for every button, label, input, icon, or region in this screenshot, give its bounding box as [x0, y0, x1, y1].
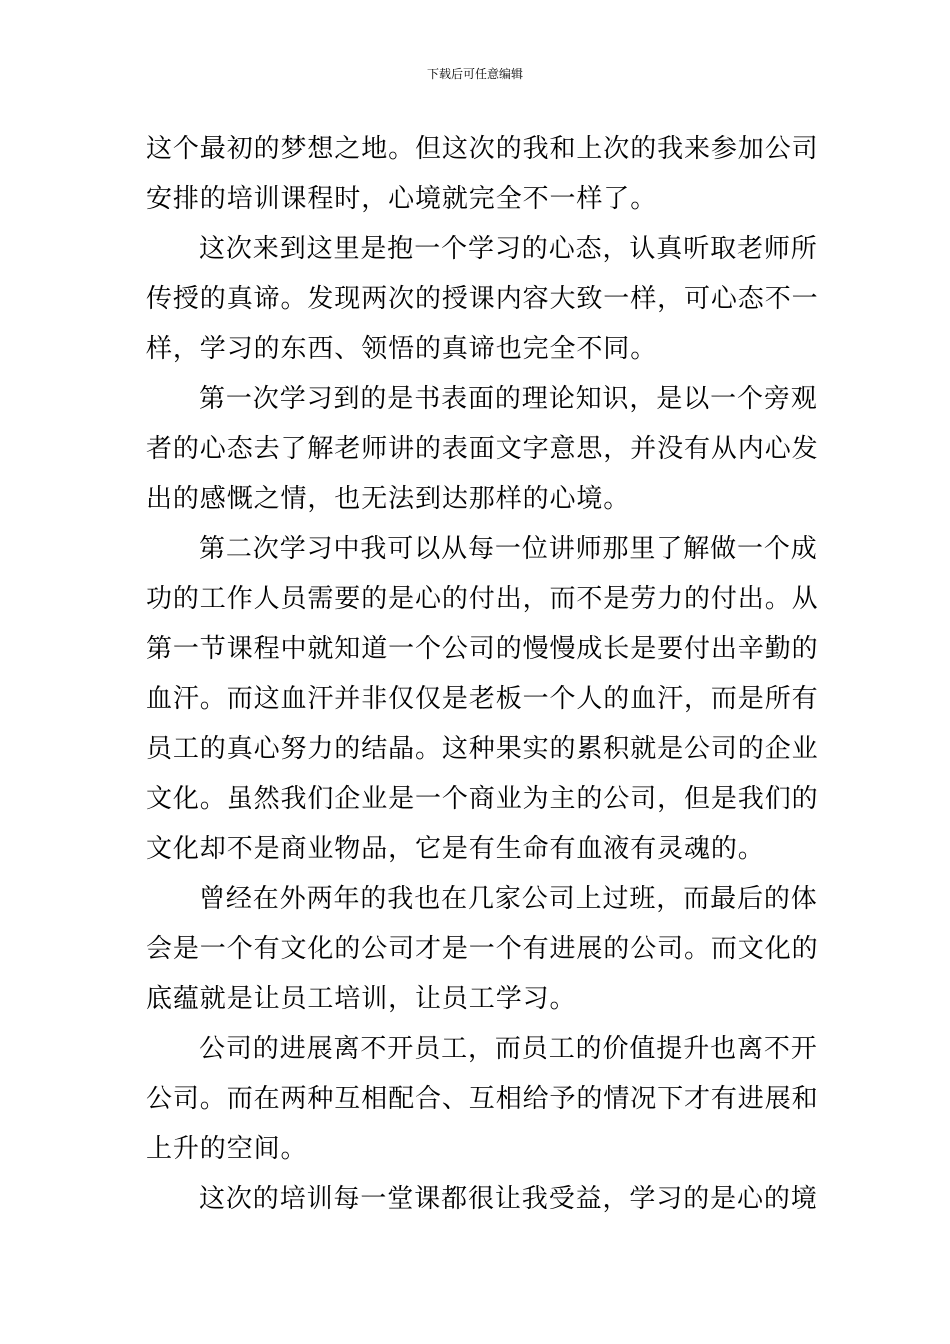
text-line-paragraph-start: 这次的培训每一堂课都很让我受益，学习的是心的境: [199, 1184, 818, 1214]
text-line: 员工的真心努力的结晶。这种果实的累积就是公司的企业: [146, 734, 819, 764]
text-line: 第一节课程中就知道一个公司的慢慢成长是要付出辛勤的: [146, 634, 819, 664]
document-body: [146, 124, 819, 1224]
text-line-paragraph-start: 第一次学习到的是书表面的理论知识，是以一个旁观: [199, 384, 818, 414]
text-line-paragraph-start: 第二次学习中我可以从每一位讲师那里了解做一个成: [199, 534, 818, 564]
text-line: 功的工作人员需要的是心的付出，而不是劳力的付出。从: [146, 584, 819, 614]
text-line: 上升的空间。: [146, 1134, 308, 1164]
text-line: 文化却不是商业物品，它是有生命有血液有灵魂的。: [146, 834, 765, 864]
text-line: 传授的真谛。发现两次的授课内容大致一样，可心态不一: [146, 284, 819, 314]
text-line: 会是一个有文化的公司才是一个有进展的公司。而文化的: [146, 934, 819, 964]
text-line: 样，学习的东西、领悟的真谛也完全不同。: [146, 334, 658, 364]
text-line-paragraph-start: 这次来到这里是抱一个学习的心态，认真听取老师所: [199, 234, 818, 264]
page-header-note: 下载后可任意编辑: [426, 67, 523, 81]
text-line-paragraph-start: 曾经在外两年的我也在几家公司上过班，而最后的体: [199, 884, 818, 914]
text-line: 血汗。而这血汗并非仅仅是老板一个人的血汗，而是所有: [146, 684, 819, 714]
text-line: 安排的培训课程时，心境就完全不一样了。: [146, 184, 658, 214]
text-line: 出的感慨之情，也无法到达那样的心境。: [146, 484, 631, 514]
text-line: 者的心态去了解老师讲的表面文字意思，并没有从内心发: [146, 434, 819, 464]
text-line: 文化。虽然我们企业是一个商业为主的公司，但是我们的: [146, 784, 819, 814]
text-line: 底蕴就是让员工培训，让员工学习。: [146, 984, 577, 1014]
text-line: 这个最初的梦想之地。但这次的我和上次的我来参加公司: [146, 134, 819, 164]
text-line-paragraph-start: 公司的进展离不开员工，而员工的价值提升也离不开: [199, 1034, 818, 1064]
text-line: 公司。而在两种互相配合、互相给予的情况下才有进展和: [146, 1084, 819, 1114]
